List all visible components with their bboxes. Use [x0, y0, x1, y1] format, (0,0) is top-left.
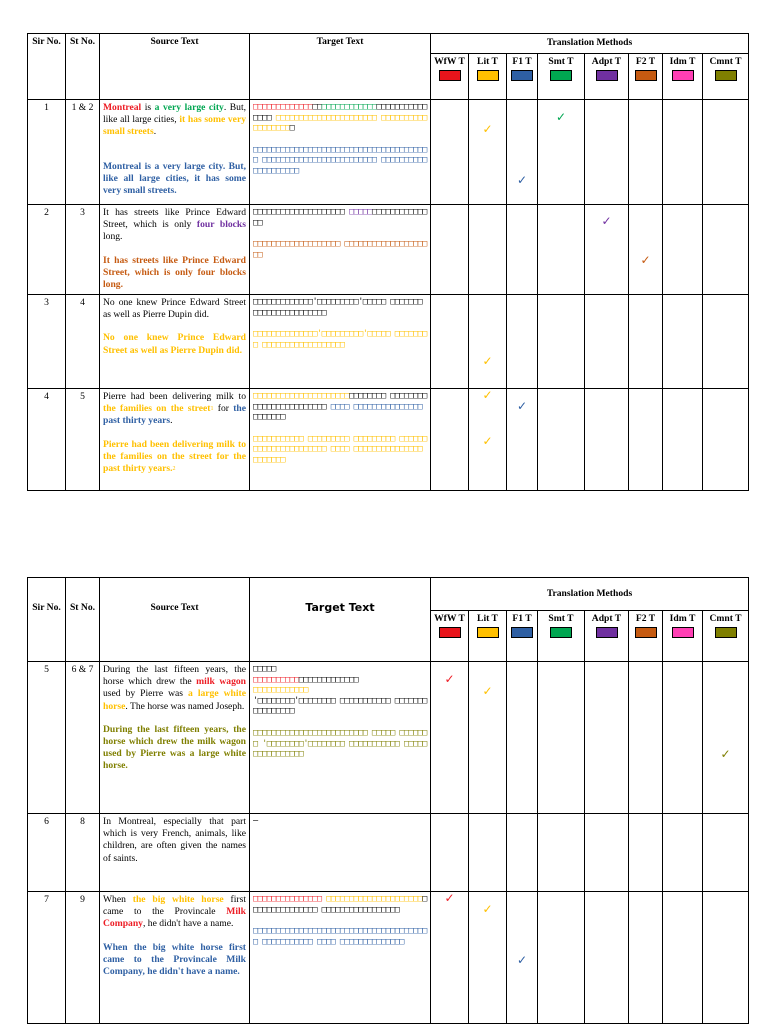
target-text: □□□□□□□□□□□□□□□□□□□□□□□□□□□□□ □□□□□□□□□□□□□□□□□□□□□□□□ □□□□ □□□□□□□□□□□□□□□ □□□□□□□ □□□□□□□□□□□ □□□□□□□□□ □□□□□□□□□ □□□□□□□□□□□□□□□□□□□□□□ □□□□ □□□□□□□□□□□□□□□ □□□□□□□	[250, 389, 431, 491]
lit-color-swatch	[477, 70, 499, 81]
idm-cell	[663, 814, 703, 892]
wfw-cell	[431, 662, 469, 814]
header-cmnt: Cmnt T	[703, 54, 749, 100]
wfw-cell	[431, 389, 469, 491]
check-icon: ✓	[444, 891, 455, 905]
smt-cell	[538, 814, 585, 892]
translation-table-2	[27, 577, 749, 1024]
cmnt-cell	[703, 205, 749, 295]
header-smt: Smt T	[538, 54, 585, 100]
target-text: □□□□□□□□□□□□□'□□□□□□□□□'□□□□□ □□□□□□□ □□□□□□□□□□□□□□□□ □□□□□□□□□□□□□□'□□□□□□□□□'□□□□□ □□□□□□□□ □□□□□□□□□□□□□□□□□□	[250, 295, 431, 389]
header-source-text: Source Text	[100, 34, 250, 100]
f1-color-swatch	[511, 627, 533, 638]
check-icon: ✓	[516, 399, 528, 413]
cmnt-cell	[703, 389, 749, 491]
f1-color-swatch	[511, 70, 533, 81]
check-icon: ✓	[482, 684, 493, 698]
cmnt-color-swatch	[715, 627, 737, 638]
check-icon: ✓	[482, 122, 493, 136]
f1-cell	[507, 205, 538, 295]
f1-cell	[507, 100, 538, 205]
header-lit: Lit T	[469, 54, 507, 100]
sir-no: 2	[28, 205, 66, 295]
adpt-cell	[585, 295, 629, 389]
wfw-cell	[431, 295, 469, 389]
wfw-cell	[431, 814, 469, 892]
lit-cell	[469, 100, 507, 205]
lit-cell	[469, 205, 507, 295]
check-icon: ✓	[482, 354, 493, 368]
check-icon: ✓	[516, 953, 528, 967]
header-target-text: Target Text	[250, 578, 431, 662]
source-text: No one knew Prince Edward Street as well as Pierre Dupin did. No one knew Prince Edward Street as well as Pierre Dupin did.	[100, 295, 250, 389]
adpt-color-swatch	[596, 70, 618, 81]
sir-no: 3	[28, 295, 66, 389]
f2-cell	[629, 295, 663, 389]
wfw-cell	[431, 205, 469, 295]
f2-cell	[629, 814, 663, 892]
header-target-text: Target Text	[250, 34, 431, 100]
f2-cell	[629, 100, 663, 205]
target-text: –	[250, 814, 431, 892]
f2-color-swatch	[635, 70, 657, 81]
f2-cell	[629, 662, 663, 814]
st-no: 9	[66, 892, 100, 1024]
adpt-cell	[585, 100, 629, 205]
header-translation-methods: Translation Methods	[431, 578, 749, 611]
idm-cell	[663, 295, 703, 389]
header-idm: Idm T	[663, 54, 703, 100]
smt-cell	[538, 892, 585, 1024]
sir-no: 7	[28, 892, 66, 1024]
f1-cell	[507, 295, 538, 389]
table-row	[28, 100, 749, 205]
check-icon: ✓	[720, 747, 731, 761]
wfw-color-swatch	[439, 70, 461, 81]
header-f1: F1 T	[507, 54, 538, 100]
smt-cell	[538, 662, 585, 814]
lit-color-swatch	[477, 627, 499, 638]
cmnt-cell	[703, 662, 749, 814]
f1-cell	[507, 662, 538, 814]
f1-cell	[507, 814, 538, 892]
idm-cell	[663, 892, 703, 1024]
sir-no: 6	[28, 814, 66, 892]
header-translation-methods: Translation Methods	[431, 34, 749, 54]
adpt-cell	[585, 389, 629, 491]
smt-cell	[538, 295, 585, 389]
adpt-cell	[585, 205, 629, 295]
table-row	[28, 389, 749, 491]
check-icon: ✓	[444, 672, 455, 686]
header-f2: F2 T	[629, 54, 663, 100]
header-f2: F2 T	[629, 611, 663, 662]
sir-no: 1	[28, 100, 66, 205]
sir-no: 5	[28, 662, 66, 814]
wfw-cell	[431, 100, 469, 205]
header-wfw: WfW T	[431, 54, 469, 100]
check-icon: ✓	[640, 253, 651, 267]
smt-cell	[538, 100, 585, 205]
header-sir-no: Sir No.	[28, 578, 66, 662]
st-no: 3	[66, 205, 100, 295]
cmnt-cell	[703, 814, 749, 892]
table-row	[28, 295, 749, 389]
source-text: In Montreal, especially that part which is very French, animals, like children, are often given the names of saints.	[100, 814, 250, 892]
wfw-cell	[431, 892, 469, 1024]
source-text: During the last fifteen years, the horse which drew the milk wagon used by Pierre was a large white horse. The horse was named Joseph. During the last fifteen years, the horse which drew the milk wagon used by Pierre was a large white horse.	[100, 662, 250, 814]
idm-cell	[663, 389, 703, 491]
target-text: □□□□□□□□□□□□□□□ □□□□□□□□□□□□□□□□□□□□□□□□□□□□□□□□□□□□ □□□□□□□□□□□□□□□□□ □□□□□□□□□□□□□□□□□□□□□□□□□□□□□□□□□□□□□□□ □□□□□□□□□□□ □□□□ □□□□□□□□□□□□□□	[250, 892, 431, 1024]
check-icon: ✓	[482, 902, 493, 916]
adpt-cell	[585, 814, 629, 892]
table-row	[28, 662, 749, 814]
header-source-text: Source Text	[100, 578, 250, 662]
sir-no: 4	[28, 389, 66, 491]
header-idm: Idm T	[663, 611, 703, 662]
target-text: □□□□□□□□□□□□□□□□□□□□□□□□□□□□□□□□□□□□□□□□□□ □□□□□□□□□□□□□□□□□□□□□□ □□□□□□□□□□□□□□□□□□□ □□□□□□□□□□□□□□□□□□□□□□□□□□□□□□□□□□□□□□□ □□□□□□□□□□□□□□□□□□□□□□□□□ □□□□□□□□□□□□□□□□□□□□	[250, 100, 431, 205]
adpt-color-swatch	[596, 627, 618, 638]
source-text: When the big white horse first came to the Provincale Milk Company, he didn't have a name. When the big white horse first came to the Provincale Milk Company, he didn't have a name.	[100, 892, 250, 1024]
source-text: Montreal is a very large city. But, like all large cities, it has some very small streets. Montreal is a very large city. But, like all large cities, it has some very small streets.	[100, 100, 250, 205]
smt-color-swatch	[550, 70, 572, 81]
st-no: 4	[66, 295, 100, 389]
lit-cell	[469, 892, 507, 1024]
header-st-no: St No.	[66, 578, 100, 662]
header-lit: Lit T	[469, 611, 507, 662]
source-text: Pierre had been delivering milk to the families on the street$^1$ for the past thirty years. Pierre had been delivering milk to the families on the street for the past thirty years.$^2$	[100, 389, 250, 491]
smt-color-swatch	[550, 627, 572, 638]
target-text: □□□□□ □□□□□□□□□□□□□□□□□□□□□□□ □□□□□□□□□□□□ '□□□□□□□□'□□□□□□□□ □□□□□□□□□□□ □□□□□□□□□□□□□□□□ □□□□□□□□□□□□□□□□□□□□□□□□□ □□□□□ □□□□□□□ '□□□□□□□□'□□□□□□□□ □□□□□□□□□□□ □□□□□□□□□□□□□□□□	[250, 662, 431, 814]
st-no: 8	[66, 814, 100, 892]
f2-cell	[629, 389, 663, 491]
header-cmnt: Cmnt T	[703, 611, 749, 662]
header-smt: Smt T	[538, 611, 585, 662]
check-icon: ✓	[482, 388, 493, 402]
table-row	[28, 892, 749, 1024]
idm-cell	[663, 205, 703, 295]
check-icon: ✓	[516, 173, 528, 187]
idm-cell	[663, 100, 703, 205]
header-sir-no: Sir No.	[28, 34, 66, 100]
st-no: 5	[66, 389, 100, 491]
table-row	[28, 814, 749, 892]
cmnt-cell	[703, 295, 749, 389]
header-wfw: WfW T	[431, 611, 469, 662]
idm-cell	[663, 662, 703, 814]
table-row	[28, 205, 749, 295]
cmnt-color-swatch	[715, 70, 737, 81]
smt-cell	[538, 205, 585, 295]
header-adpt: Adpt T	[585, 611, 629, 662]
smt-cell	[538, 389, 585, 491]
f2-color-swatch	[635, 627, 657, 638]
idm-color-swatch	[672, 627, 694, 638]
st-no: 1 & 2	[66, 100, 100, 205]
f2-cell	[629, 205, 663, 295]
idm-color-swatch	[672, 70, 694, 81]
check-icon: ✓	[555, 110, 567, 124]
source-text: It has streets like Prince Edward Street, which is only four blocks long. It has streets like Prince Edward Street, which is only four blocks long.	[100, 205, 250, 295]
header-adpt: Adpt T	[585, 54, 629, 100]
cmnt-cell	[703, 100, 749, 205]
check-icon: ✓	[601, 214, 612, 228]
adpt-cell	[585, 662, 629, 814]
f2-cell	[629, 892, 663, 1024]
lit-cell	[469, 295, 507, 389]
lit-cell	[469, 814, 507, 892]
cmnt-cell	[703, 892, 749, 1024]
check-icon: ✓	[482, 434, 493, 448]
lit-cell	[469, 389, 507, 491]
header-f1: F1 T	[507, 611, 538, 662]
translation-table-1	[27, 33, 749, 491]
st-no: 6 & 7	[66, 662, 100, 814]
header-st-no: St No.	[66, 34, 100, 100]
adpt-cell	[585, 892, 629, 1024]
f1-cell	[507, 389, 538, 491]
lit-cell	[469, 662, 507, 814]
f1-cell	[507, 892, 538, 1024]
wfw-color-swatch	[439, 627, 461, 638]
target-text: □□□□□□□□□□□□□□□□□□□□ □□□□□□□□□□□□□□□□□□□ □□□□□□□□□□□□□□□□□□□ □□□□□□□□□□□□□□□□□□□□	[250, 205, 431, 295]
